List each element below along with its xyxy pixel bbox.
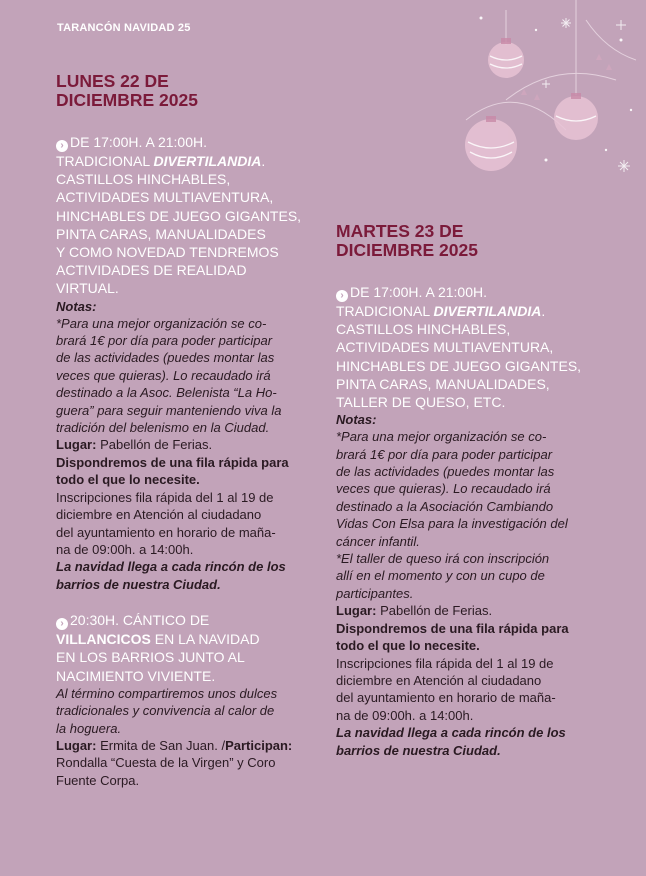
monday-event-villancicos: › 20:30H. CÁNTICO DE VILLANCICOS EN LA NAVIDAD EN LOS BARRIOS JUNTO AL NACIMIENTO VIVIENTE. Al término compartiremos unos dulces tradicionales y convivencia al calor de la hoguera. Lugar: Ermita de San Juan. /Participan: Rondalla “Cuesta de la Virgen” y Coro Fuente Corpa. xyxy=(56,611,318,789)
arrow-circle-icon: › xyxy=(56,618,68,630)
event-place: Lugar: Pabellón de Ferias. xyxy=(56,437,213,453)
event-time: › DE 17:00H. A 21:00H. xyxy=(336,283,598,302)
tuesday-title: MARTES 23 DE DICIEMBRE 2025 xyxy=(336,221,478,260)
christmas-ornaments-decoration xyxy=(446,0,646,200)
event-time: › DE 17:00H. A 21:00H. xyxy=(56,133,318,152)
tuesday-column xyxy=(336,222,598,759)
notes-label: Notas: xyxy=(336,412,377,428)
arrow-circle-icon: › xyxy=(56,140,68,152)
arrow-circle-icon: › xyxy=(336,290,348,302)
event-place: Lugar: Pabellón de Ferias. xyxy=(336,603,493,619)
event-time: › 20:30H. CÁNTICO DE xyxy=(56,611,318,630)
monday-title: LUNES 22 DE DICIEMBRE 2025 xyxy=(56,71,198,110)
monday-event-divertilandia: › DE 17:00H. A 21:00H. TRADICIONAL DIVERTILANDIA. CASTILLOS HINCHABLES, ACTIVIDADES MULTIAVENTURA, HINCHABLES DE JUEGO GIGANTES, PINTA CARAS, MANUALIDADES Y COMO NOVEDAD TENDREMOS ACTIVIDADES DE REALIDAD VIRTUAL. Notas: *Para una mejor organización se co- brará 1€ por día para poder participar de las actividades (puedes montar las veces que quieras). Lo recaudado irá destinado a la Asoc. Belenista “La Ho- guera” para seguir manteniendo viva la tradición del belenismo en la Ciudad. Lugar: Pabellón de Ferias. Dispondremos de una fila rápida para todo el que lo necesite. Inscripciones fila rápida del 1 al 19 de diciembre en Atención al ciudadano del ayuntamiento en horario de maña- na de 09:00h. a 14:00h. La navidad llega a cada rincón de los barrios de nuestra Ciudad. xyxy=(56,133,318,593)
notes-label: Notas: xyxy=(56,298,97,314)
tuesday-event-divertilandia: › DE 17:00H. A 21:00H. TRADICIONAL DIVERTILANDIA. CASTILLOS HINCHABLES, ACTIVIDADES MULTIAVENTURA, HINCHABLES DE JUEGO GIGANTES, PINTA CARAS, MANUALIDADES, TALLER DE QUESO, ETC. Notas: *Para una mejor organización se co- brará 1€ por día para poder participar de las actividades (puedes montar las veces que quieras). Lo recaudado irá destinado a la Asociación Cambiando Vidas Con Elsa para la investigación del cáncer infantil. *El taller de queso irá con inscripción allí en el momento y con un cupo de participantes. Lugar: Pabellón de Ferias. Dispondremos de una fila rápida para todo el que lo necesite. Inscripciones fila rápida del 1 al 19 de diciembre en Atención al ciudadano del ayuntamiento en horario de maña- na de 09:00h. a 14:00h. La navidad llega a cada rincón de los barrios de nuestra Ciudad. xyxy=(336,283,598,759)
page-header: TARANCÓN NAVIDAD 25 xyxy=(57,22,191,34)
event-place: Lugar: Ermita de San Juan. /Participan: xyxy=(56,737,293,753)
monday-column xyxy=(56,72,318,789)
